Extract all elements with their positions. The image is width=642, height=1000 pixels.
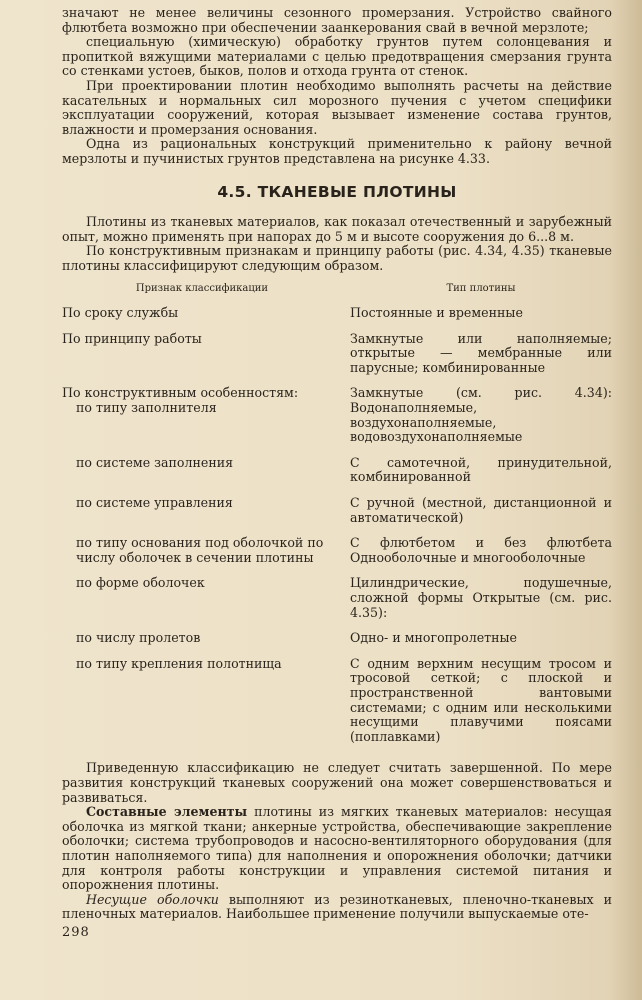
paragraph-text: выполняют из резинотканевых, пленочно-тканевых и пленочных материалов. Наибольшее применение получили выпускаемые оте- — [62, 891, 612, 922]
table-row — [62, 386, 612, 455]
table-row — [62, 456, 612, 496]
table-header-right: Тип плотины — [446, 282, 516, 294]
intro-paragraph-3: При проектировании плотин необходимо выполнять расчеты на действие касательных и нормальных сил морозного пучения с учетом специфики эксплуатации сооружений, которая вызывает изменение состава грунтов, влажности и промерзания основания. — [62, 77, 612, 137]
row-feature-cell — [62, 657, 350, 756]
intro-paragraph-2: специальную (химическую) обработку грунтов путем солонцевания и пропиткой вяжущими материалами с целью предотвращения смерзания грунта со стенками устоев, быков, полов и отхода грунта от стенок. — [62, 34, 612, 79]
row-feature-cell — [62, 576, 350, 631]
row-type: С самотечной, принудительной, комбинированной — [350, 454, 612, 485]
row-type: С одним верхним несущим тросом и тросовой сеткой; с плоской и пространственной вантовыми системами; с одним или несколькими несущими плавучими поясами (поплавками) — [350, 655, 612, 744]
row-feature-cell — [62, 496, 350, 536]
row-subfeature: по типу крепления полотнища — [76, 655, 282, 671]
row-type: Замкнутые или наполняемые; открытые — мембранные или парусные; комбинированные — [350, 330, 612, 375]
row-type: Постоянные и временные — [350, 305, 523, 321]
table-row — [62, 496, 612, 536]
row-subfeature: по числу пролетов — [76, 630, 201, 646]
table-row — [62, 657, 612, 756]
page-number: 298 — [62, 925, 90, 940]
row-feature: По принципу работы — [62, 330, 202, 346]
section-paragraph-1: Плотины из тканевых материалов, как показал отечественный и зарубежный опыт, можно применять при напорах до 5 м и высоте сооружения до 6...8 м. — [62, 214, 612, 244]
row-type: Замкнутые (см. рис. 4.34): Водонаполняемые, воздухонаполняемые, водовоздухонаполняемые — [350, 385, 612, 445]
paragraph-text: плотины из мягких тканевых материалов: несущая оболочка из мягкой ткани; анкерные устройства, обеспечивающие закрепление оболочки; система трубопроводов и насосно-вентиляторного оборудования (для плотин наполняемого типа) для наполнения и опорожнения оболочки; датчики для контроля работы конструкции и управления системой питания и опорожнения плотины. — [62, 804, 612, 893]
row-type: С ручной (местной, дистанционной и автоматической) — [350, 495, 612, 525]
table-header-left: Признак классификации — [135, 282, 269, 294]
row-subfeature: по форме оболочек — [76, 575, 205, 591]
bold-term: Составные элементы — [86, 804, 248, 820]
table-row — [62, 536, 612, 576]
table-header-row — [62, 282, 612, 307]
classification-table — [62, 282, 612, 756]
row-feature-cell — [62, 456, 350, 496]
row-type: С флютбетом и без флютбета Однооболочные и многооболочные — [350, 535, 612, 565]
row-type: Одно- и многопролетные — [350, 630, 517, 646]
row-type: Цилиндрические, подушечные, сложной формы Открытые (см. рис. 4.35): — [350, 575, 612, 620]
row-feature-group — [62, 386, 350, 455]
row-feature-cell — [62, 631, 350, 657]
row-subfeature: по системе управления — [76, 495, 233, 511]
text-column — [62, 6, 612, 922]
table-row — [62, 631, 612, 657]
row-subfeature: по системе заполнения — [76, 454, 234, 470]
row-feature: По конструктивным особенностям: — [62, 385, 299, 401]
after-paragraph-2 — [62, 805, 612, 893]
row-feature: По сроку службы — [62, 305, 179, 321]
row-subfeature: по типу заполнителя — [76, 400, 217, 416]
italic-term: Несущие оболочки — [86, 891, 219, 907]
row-subfeature: по типу основания под оболочкой по числу оболочек в сечении плотины — [76, 535, 324, 565]
table-row — [62, 332, 612, 387]
section-heading: 4.5. ТКАНЕВЫЕ ПЛОТИНЫ — [217, 182, 457, 201]
table-row — [62, 306, 612, 332]
intro-paragraph-1: значают не менее величины сезонного промерзания. Устройство свайного флютбета возможно при обеспечении заанкерования свай в вечной мерзлоте; — [62, 5, 612, 35]
table-row — [62, 576, 612, 631]
row-feature-cell — [62, 536, 350, 576]
section-paragraph-2: По конструктивным признакам и принципу работы (рис. 4.34, 4.35) тканевые плотины классифицируют следующим образом. — [62, 243, 612, 273]
intro-paragraph-4: Одна из рациональных конструкций применительно к району вечной мерзлоты и пучинистых грунтов представлена на рисунке 4.33. — [62, 136, 612, 166]
after-paragraph-3 — [62, 893, 612, 922]
after-paragraph-1: Приведенную классификацию не следует считать завершенной. По мере развития конструкций тканевых сооружений она может совершенствоваться и развиваться. — [62, 760, 612, 805]
